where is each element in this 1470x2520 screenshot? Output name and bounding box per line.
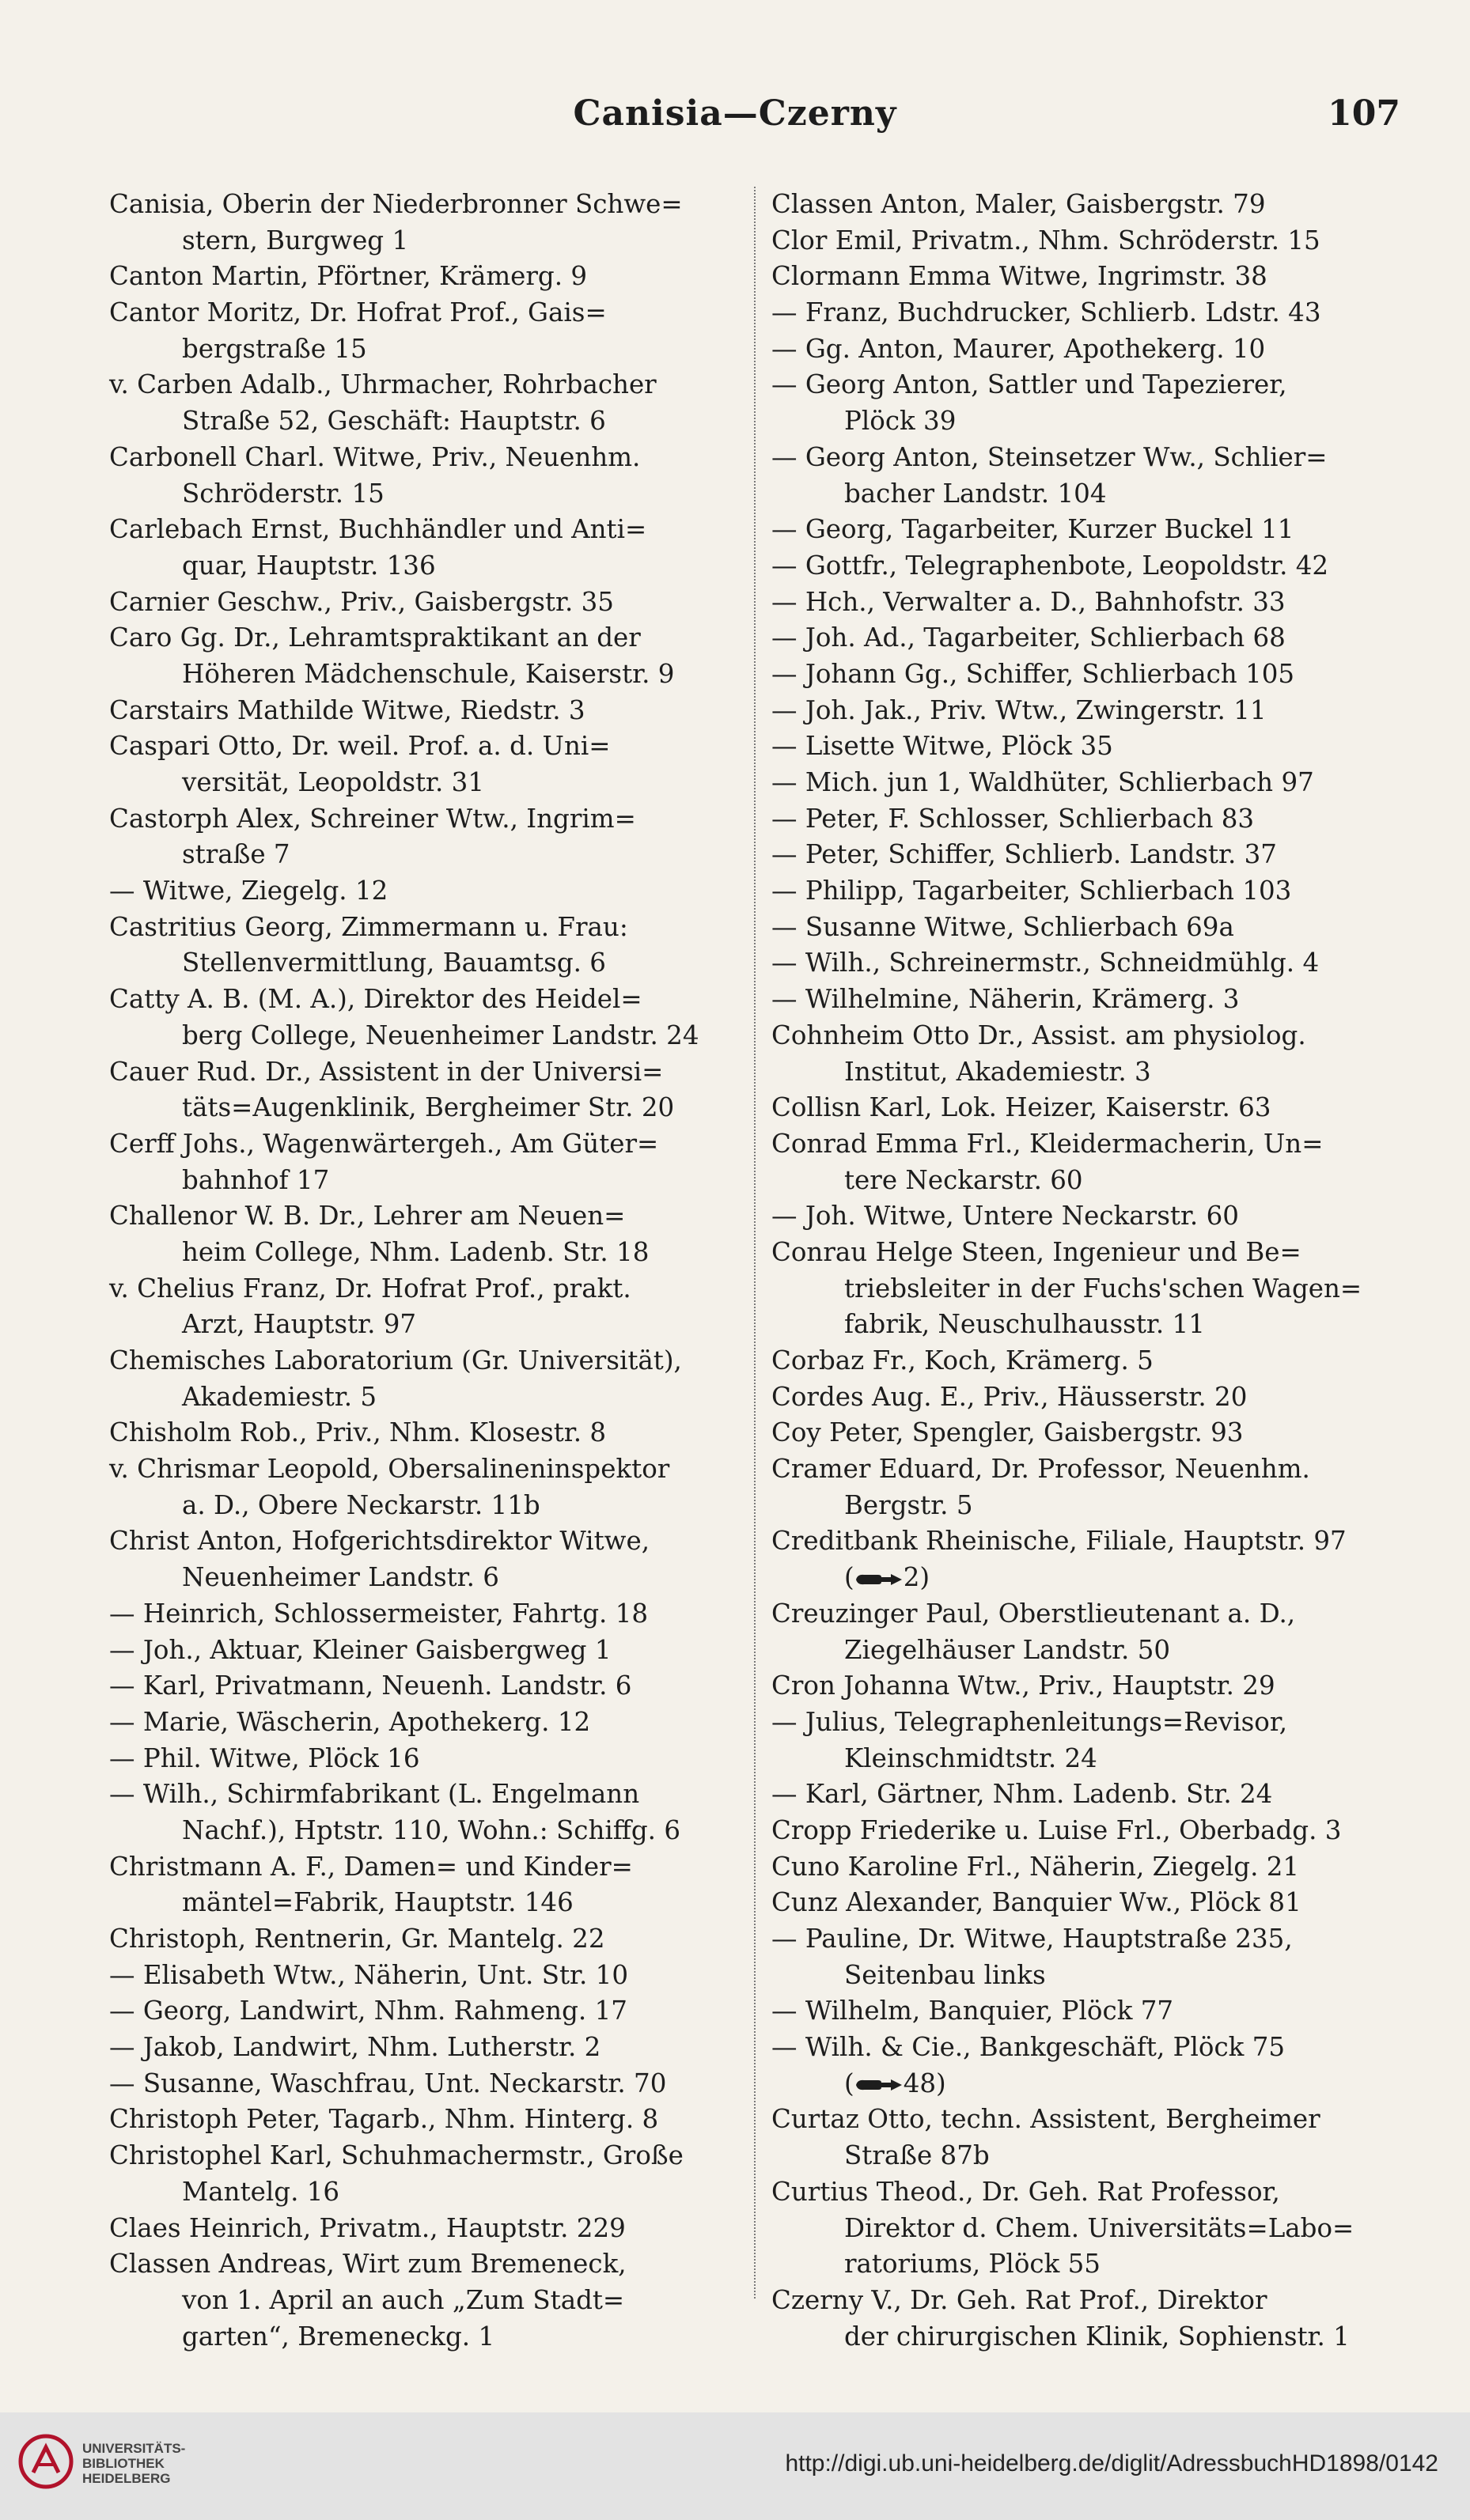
directory-line — [109, 512, 742, 548]
directory-entry-text: 2) — [903, 1562, 930, 1593]
directory-entry-text: Collisn Karl, Lok. Heizer, Kaiserstr. 63 — [771, 1092, 1271, 1123]
directory-line — [109, 1343, 742, 1379]
directory-entry-text: — Julius, Telegraphenleitungs=Revisor, — [771, 1706, 1288, 1737]
directory-entry-text: der chirurgischen Klinik, Sophienstr. 1 — [844, 2321, 1350, 2352]
column-divider — [754, 187, 756, 2299]
directory-line — [109, 440, 742, 476]
directory-entry-text: v. Chelius Franz, Dr. Hofrat Prof., prakt. — [109, 1273, 631, 1304]
directory-line — [109, 1307, 742, 1343]
directory-line — [771, 873, 1404, 910]
directory-line — [109, 1633, 742, 1669]
directory-entry-text: — Elisabeth Wtw., Näherin, Unt. Str. 10 — [109, 1959, 629, 1990]
directory-entry-text: Cropp Friederike u. Luise Frl., Oberbadg. 3 — [771, 1814, 1342, 1845]
directory-line — [771, 1958, 1404, 1994]
directory-line — [109, 187, 742, 223]
directory-line — [771, 693, 1404, 729]
directory-line — [109, 1885, 742, 1921]
directory-line — [771, 2319, 1404, 2355]
directory-entry-text: Christ Anton, Hofgerichtsdirektor Witwe, — [109, 1526, 650, 1557]
directory-line — [771, 837, 1404, 873]
directory-line — [109, 548, 742, 585]
directory-entry-text: — Wilhelm, Banquier, Plöck 77 — [771, 1996, 1174, 2026]
directory-line — [109, 1018, 742, 1054]
directory-line — [109, 1921, 742, 1958]
directory-entry-text: Cauer Rud. Dr., Assistent in der Universi= — [109, 1056, 664, 1087]
directory-line — [109, 1958, 742, 1994]
directory-entry-text: — Susanne, Waschfrau, Unt. Neckarstr. 70 — [109, 2068, 667, 2098]
directory-line — [109, 1596, 742, 1633]
directory-entry-text: Caro Gg. Dr., Lehramtspraktikant an der — [109, 622, 641, 653]
directory-entry-text: stern, Burgweg 1 — [182, 225, 409, 255]
directory-entry-text: — Philipp, Tagarbeiter, Schlierbach 103 — [771, 876, 1292, 906]
directory-line — [109, 656, 742, 693]
directory-entry-text: — Joh. Jak., Priv. Wtw., Zwingerstr. 11 — [771, 694, 1267, 725]
directory-entry-text: v. Chrismar Leopold, Obersalineninspektor — [109, 1454, 670, 1485]
directory-line — [109, 403, 742, 440]
directory-line — [771, 1271, 1404, 1307]
directory-line — [771, 2066, 1404, 2102]
directory-line — [771, 1126, 1404, 1163]
directory-line — [109, 1054, 742, 1091]
directory-entry-text: Cron Johanna Wtw., Priv., Hauptstr. 29 — [771, 1671, 1275, 1701]
directory-entry-text: fabrik, Neuschulhausstr. 11 — [844, 1309, 1205, 1340]
directory-line — [109, 2246, 742, 2283]
directory-entry-text: Cordes Aug. E., Priv., Häusserstr. 20 — [771, 1381, 1248, 1412]
directory-entry-text: — Hch., Verwalter a. D., Bahnhofstr. 33 — [771, 586, 1286, 617]
directory-entry-text: Akademiestr. 5 — [182, 1381, 377, 1412]
directory-entry-text: Christmann A. F., Damen= und Kinder= — [109, 1851, 633, 1882]
directory-entry-text: bacher Landstr. 104 — [844, 478, 1107, 509]
directory-line — [109, 1776, 742, 1813]
directory-line — [109, 331, 742, 368]
directory-entry-text: Christoph Peter, Tagarb., Nhm. Hinterg. 8 — [109, 2104, 659, 2135]
library-logo[interactable] — [17, 2433, 186, 2501]
directory-entry-text: bergstraße 15 — [182, 333, 367, 364]
directory-line — [109, 2283, 742, 2319]
directory-entry-text: Carnier Geschw., Priv., Gaisbergstr. 35 — [109, 586, 614, 617]
directory-entry-text: Mantelg. 16 — [182, 2176, 340, 2207]
directory-line — [771, 910, 1404, 946]
directory-line — [109, 1451, 742, 1488]
directory-entry-text: Seitenbau links — [844, 1959, 1046, 1990]
directory-line — [771, 585, 1404, 621]
directory-line — [771, 2283, 1404, 2319]
directory-entry-text: täts=Augenklinik, Bergheimer Str. 20 — [182, 1092, 675, 1123]
directory-entry-text: triebsleiter in der Fuchs'schen Wagen= — [844, 1273, 1362, 1304]
directory-line — [771, 1885, 1404, 1921]
directory-entry-text: — Karl, Gärtner, Nhm. Ladenb. Str. 24 — [771, 1779, 1273, 1810]
directory-line — [109, 1271, 742, 1307]
directory-entry-text: Creditbank Rheinische, Filiale, Hauptstr. 97 — [771, 1526, 1347, 1557]
directory-entry-text: Catty A. B. (M. A.), Direktor des Heidel= — [109, 984, 642, 1015]
pointing-hand-icon — [854, 2076, 904, 2094]
directory-line — [771, 1018, 1404, 1054]
directory-entry-text: Christophel Karl, Schuhmachermstr., Große — [109, 2140, 684, 2171]
directory-line — [109, 1235, 742, 1271]
library-name-line: UNIVERSITÄTS- — [82, 2441, 186, 2456]
directory-line — [771, 728, 1404, 765]
directory-line — [771, 1451, 1404, 1488]
directory-line — [109, 1415, 742, 1451]
directory-line — [771, 1705, 1404, 1741]
directory-entry-text: Cuno Karoline Frl., Näherin, Ziegelg. 21 — [771, 1851, 1300, 1882]
directory-entry-text: — Joh. Witwe, Untere Neckarstr. 60 — [771, 1201, 1239, 1232]
directory-entry-text: Clor Emil, Privatm., Nhm. Schröderstr. 15 — [771, 225, 1320, 255]
directory-entry-text: Canton Martin, Pförtner, Krämerg. 9 — [109, 261, 588, 292]
directory-entry-text: — Lisette Witwe, Plöck 35 — [771, 731, 1113, 762]
directory-line — [771, 1813, 1404, 1849]
directory-entry-text: Clormann Emma Witwe, Ingrimstr. 38 — [771, 261, 1267, 292]
directory-entry-text: Cohnheim Otto Dr., Assist. am physiolog. — [771, 1020, 1306, 1050]
directory-entry-text: heim College, Nhm. Ladenb. Str. 18 — [182, 1236, 650, 1267]
directory-line — [109, 2066, 742, 2102]
directory-entry-text: quar, Hauptstr. 136 — [182, 550, 436, 581]
directory-line — [771, 2246, 1404, 2283]
directory-line — [109, 2211, 742, 2247]
directory-line — [771, 2211, 1404, 2247]
directory-entry-text: Neuenheimer Landstr. 6 — [182, 1562, 499, 1593]
directory-entry-text: 48) — [903, 2068, 946, 2098]
directory-line — [771, 1776, 1404, 1813]
directory-line — [771, 1235, 1404, 1271]
directory-line — [109, 765, 742, 801]
directory-line — [771, 512, 1404, 548]
directory-entry-text: — Wilh., Schirmfabrikant (L. Engelmann — [109, 1779, 640, 1810]
right-column — [771, 187, 1404, 2355]
directory-line — [771, 1596, 1404, 1633]
viewer-footer — [0, 2412, 1470, 2520]
directory-entry-text: Ziegelhäuser Landstr. 50 — [844, 1634, 1171, 1665]
directory-line — [109, 1741, 742, 1777]
directory-entry-text: — Phil. Witwe, Plöck 16 — [109, 1742, 420, 1773]
directory-entry-text: Straße 52, Geschäft: Hauptstr. 6 — [182, 406, 606, 437]
directory-entry-text: — Gottfr., Telegraphenbote, Leopoldstr. 42 — [771, 550, 1329, 581]
directory-entry-text: — Georg Anton, Sattler und Tapezierer, — [771, 369, 1287, 400]
directory-line — [771, 656, 1404, 693]
directory-entry-text: Creuzinger Paul, Oberstlieutenant a. D., — [771, 1598, 1296, 1629]
directory-line — [109, 982, 742, 1018]
directory-entry-text: — Joh. Ad., Tagarbeiter, Schlierbach 68 — [771, 622, 1286, 653]
directory-entry-text: Chemisches Laboratorium (Gr. Universität), — [109, 1345, 682, 1375]
directory-line — [109, 367, 742, 403]
directory-line — [771, 1560, 1404, 1596]
directory-entry-text: Christoph, Rentnerin, Gr. Mantelg. 22 — [109, 1924, 605, 1954]
directory-line — [109, 693, 742, 729]
directory-entry-text: Coy Peter, Spengler, Gaisbergstr. 93 — [771, 1417, 1244, 1448]
directory-entry-text: Bergstr. 5 — [844, 1489, 973, 1520]
directory-entry-text: Caspari Otto, Dr. weil. Prof. a. d. Uni= — [109, 731, 611, 762]
directory-line — [771, 1849, 1404, 1886]
directory-line — [771, 1993, 1404, 2030]
directory-line — [771, 331, 1404, 368]
directory-line — [771, 1741, 1404, 1777]
directory-line — [771, 1090, 1404, 1126]
directory-entry-text: ratoriums, Plöck 55 — [844, 2249, 1101, 2280]
directory-line — [109, 1126, 742, 1163]
directory-line — [109, 223, 742, 259]
directory-entry-text: — Georg, Tagarbeiter, Kurzer Buckel 11 — [771, 514, 1294, 545]
directory-line — [771, 440, 1404, 476]
directory-entry-text: Institut, Akademiestr. 3 — [844, 1056, 1151, 1087]
directory-entry-text: v. Carben Adalb., Uhrmacher, Rohrbacher — [109, 369, 657, 400]
directory-line — [771, 801, 1404, 838]
directory-entry-text: Castritius Georg, Zimmermann u. Frau: — [109, 911, 628, 942]
directory-entry-text: Challenor W. B. Dr., Lehrer am Neuen= — [109, 1201, 626, 1232]
directory-line — [771, 1523, 1404, 1560]
directory-entry-text: Straße 87b — [844, 2140, 990, 2171]
directory-line — [771, 259, 1404, 295]
directory-entry-text: garten“, Bremeneckg. 1 — [182, 2321, 495, 2352]
paren-open: ( — [844, 1562, 854, 1593]
directory-line — [109, 801, 742, 838]
directory-line — [771, 476, 1404, 513]
directory-line — [109, 1090, 742, 1126]
directory-line — [771, 295, 1404, 331]
directory-line — [109, 2030, 742, 2066]
directory-line — [109, 910, 742, 946]
directory-entry-text: — Heinrich, Schlossermeister, Fahrtg. 18 — [109, 1598, 649, 1629]
directory-line — [771, 2030, 1404, 2066]
directory-entry-text: Schröderstr. 15 — [182, 478, 385, 509]
directory-line — [771, 2102, 1404, 2138]
directory-entry-text: Corbaz Fr., Koch, Krämerg. 5 — [771, 1345, 1154, 1375]
directory-entry-text: — Mich. jun 1, Waldhüter, Schlierbach 97 — [771, 767, 1314, 797]
directory-entry-text: Castorph Alex, Schreiner Wtw., Ingrim= — [109, 803, 636, 834]
directory-line — [771, 1633, 1404, 1669]
directory-entry-text: Czerny V., Dr. Geh. Rat Prof., Direktor — [771, 2284, 1267, 2315]
directory-line — [771, 620, 1404, 656]
library-name — [82, 2441, 185, 2486]
directory-entry-text: Kleinschmidtstr. 24 — [844, 1742, 1097, 1773]
page-header — [0, 93, 1470, 149]
directory-entry-text: Claes Heinrich, Privatm., Hauptstr. 229 — [109, 2212, 626, 2243]
directory-line — [109, 1813, 742, 1849]
directory-line — [109, 1198, 742, 1235]
directory-line — [109, 1523, 742, 1560]
directory-entry-text: Conrad Emma Frl., Kleidermacherin, Un= — [771, 1128, 1324, 1159]
directory-entry-text: — Joh., Aktuar, Kleiner Gaisbergweg 1 — [109, 1634, 612, 1665]
directory-entry-text: — Johann Gg., Schiffer, Schlierbach 105 — [771, 658, 1295, 689]
library-name-line: HEIDELBERG — [82, 2471, 171, 2486]
directory-line — [109, 1993, 742, 2030]
directory-line — [771, 223, 1404, 259]
directory-line — [771, 1163, 1404, 1199]
directory-line — [771, 2138, 1404, 2174]
directory-entry-text: tere Neckarstr. 60 — [844, 1164, 1083, 1195]
library-name-line: BIBLIOTHEK — [82, 2456, 165, 2471]
directory-entry-text: — Wilh., Schreinermstr., Schneidmühlg. 4 — [771, 948, 1320, 978]
directory-line — [771, 1921, 1404, 1958]
directory-line — [771, 1488, 1404, 1524]
directory-line — [771, 1307, 1404, 1343]
directory-entry-text: bahnhof 17 — [182, 1164, 330, 1195]
directory-entry-text: Chisholm Rob., Priv., Nhm. Klosestr. 8 — [109, 1417, 607, 1448]
directory-entry-text: Cunz Alexander, Banquier Ww., Plöck 81 — [771, 1887, 1301, 1918]
directory-entry-text: Carstairs Mathilde Witwe, Riedstr. 3 — [109, 694, 585, 725]
directory-entry-text: Cerff Johs., Wagenwärtergeh., Am Güter= — [109, 1128, 659, 1159]
directory-line — [109, 873, 742, 910]
page-number: 107 — [1328, 93, 1400, 134]
directory-line — [109, 1668, 742, 1705]
directory-entry-text: — Pauline, Dr. Witwe, Hauptstraße 235, — [771, 1924, 1293, 1954]
directory-entry-text: mäntel=Fabrik, Hauptstr. 146 — [182, 1887, 574, 1918]
directory-line — [771, 1415, 1404, 1451]
directory-line — [771, 403, 1404, 440]
directory-line — [771, 1054, 1404, 1091]
directory-entry-text: straße 7 — [182, 839, 290, 870]
directory-line — [771, 765, 1404, 801]
directory-entry-text: — Jakob, Landwirt, Nhm. Lutherstr. 2 — [109, 2032, 601, 2063]
directory-entry-text: Curtius Theod., Dr. Geh. Rat Professor, — [771, 2176, 1280, 2207]
directory-entry-text: — Peter, Schiffer, Schlierb. Landstr. 37 — [771, 839, 1277, 870]
directory-entry-text: Curtaz Otto, techn. Assistent, Bergheimer — [771, 2104, 1320, 2135]
directory-entry-text: — Marie, Wäscherin, Apothekerg. 12 — [109, 1706, 591, 1737]
pointing-hand-icon — [854, 1571, 904, 1588]
directory-line — [109, 2319, 742, 2355]
running-head: Canisia—Czerny — [573, 93, 897, 134]
directory-entry-text: Canisia, Oberin der Niederbronner Schwe= — [109, 189, 683, 219]
directory-line — [109, 837, 742, 873]
directory-line — [109, 1560, 742, 1596]
directory-entry-text: berg College, Neuenheimer Landstr. 24 — [182, 1020, 699, 1050]
directory-line — [109, 2174, 742, 2211]
directory-entry-text: — Peter, F. Schlosser, Schlierbach 83 — [771, 803, 1255, 834]
directory-line — [109, 728, 742, 765]
directory-line — [109, 620, 742, 656]
directory-entry-text: Classen Anton, Maler, Gaisbergstr. 79 — [771, 189, 1266, 219]
directory-entry-text: Classen Andreas, Wirt zum Bremeneck, — [109, 2249, 627, 2280]
directory-entry-text: — Witwe, Ziegelg. 12 — [109, 876, 388, 906]
directory-line — [771, 982, 1404, 1018]
directory-entry-text: — Wilh. & Cie., Bankgeschäft, Plöck 75 — [771, 2032, 1286, 2063]
paren-open: ( — [844, 2068, 854, 2098]
directory-entry-text: — Wilhelmine, Näherin, Krämerg. 3 — [771, 984, 1240, 1015]
directory-entry-text: — Gg. Anton, Maurer, Apothekerg. 10 — [771, 333, 1266, 364]
directory-line — [109, 1379, 742, 1416]
directory-entry-text: versität, Leopoldstr. 31 — [182, 767, 485, 797]
directory-line — [109, 1163, 742, 1199]
directory-line — [771, 1379, 1404, 1416]
directory-line — [771, 945, 1404, 982]
directory-line — [109, 295, 742, 331]
directory-line — [109, 1488, 742, 1524]
directory-entry-text: — Georg, Landwirt, Nhm. Rahmeng. 17 — [109, 1996, 627, 2026]
directory-line — [771, 187, 1404, 223]
directory-line — [109, 1849, 742, 1886]
directory-entry-text: Carbonell Charl. Witwe, Priv., Neuenhm. — [109, 441, 641, 472]
directory-line — [109, 476, 742, 513]
directory-entry-text: Plöck 39 — [844, 406, 957, 437]
directory-entry-text: — Georg Anton, Steinsetzer Ww., Schlier= — [771, 441, 1328, 472]
directory-line — [771, 1198, 1404, 1235]
library-seal-icon — [17, 2433, 74, 2490]
directory-line — [109, 2138, 742, 2174]
directory-line — [109, 259, 742, 295]
directory-line — [109, 2102, 742, 2138]
directory-line — [771, 367, 1404, 403]
directory-entry-text: — Karl, Privatmann, Neuenh. Landstr. 6 — [109, 1671, 632, 1701]
directory-line — [771, 1668, 1404, 1705]
directory-entry-text: Nachf.), Hptstr. 110, Wohn.: Schiffg. 6 — [182, 1814, 681, 1845]
directory-entry-text: a. D., Obere Neckarstr. 11b — [182, 1489, 540, 1520]
directory-entry-text: Cramer Eduard, Dr. Professor, Neuenhm. — [771, 1454, 1310, 1485]
directory-line — [109, 1705, 742, 1741]
directory-line — [771, 1343, 1404, 1379]
directory-line — [109, 945, 742, 982]
directory-line — [109, 585, 742, 621]
directory-entry-text: Höheren Mädchenschule, Kaiserstr. 9 — [182, 658, 675, 689]
left-column — [109, 187, 742, 2355]
permalink-url[interactable]: http://digi.ub.uni-heidelberg.de/diglit/AdressbuchHD1898/0142 — [785, 2450, 1438, 2476]
directory-entry-text: Direktor d. Chem. Universitäts=Labo= — [844, 2212, 1354, 2243]
directory-entry-text: Stellenvermittlung, Bauamtsg. 6 — [182, 948, 606, 978]
directory-entry-text: Cantor Moritz, Dr. Hofrat Prof., Gais= — [109, 297, 607, 328]
directory-entry-text: Carlebach Ernst, Buchhändler und Anti= — [109, 514, 647, 545]
directory-entry-text: Conrau Helge Steen, Ingenieur und Be= — [771, 1236, 1301, 1267]
directory-entry-text: Arzt, Hauptstr. 97 — [182, 1309, 417, 1340]
directory-line — [771, 548, 1404, 585]
directory-line — [771, 2174, 1404, 2211]
directory-entry-text: von 1. April an auch „Zum Stadt= — [182, 2284, 625, 2315]
directory-entry-text: — Franz, Buchdrucker, Schlierb. Ldstr. 43 — [771, 297, 1321, 328]
directory-entry-text: — Susanne Witwe, Schlierbach 69a — [771, 911, 1234, 942]
